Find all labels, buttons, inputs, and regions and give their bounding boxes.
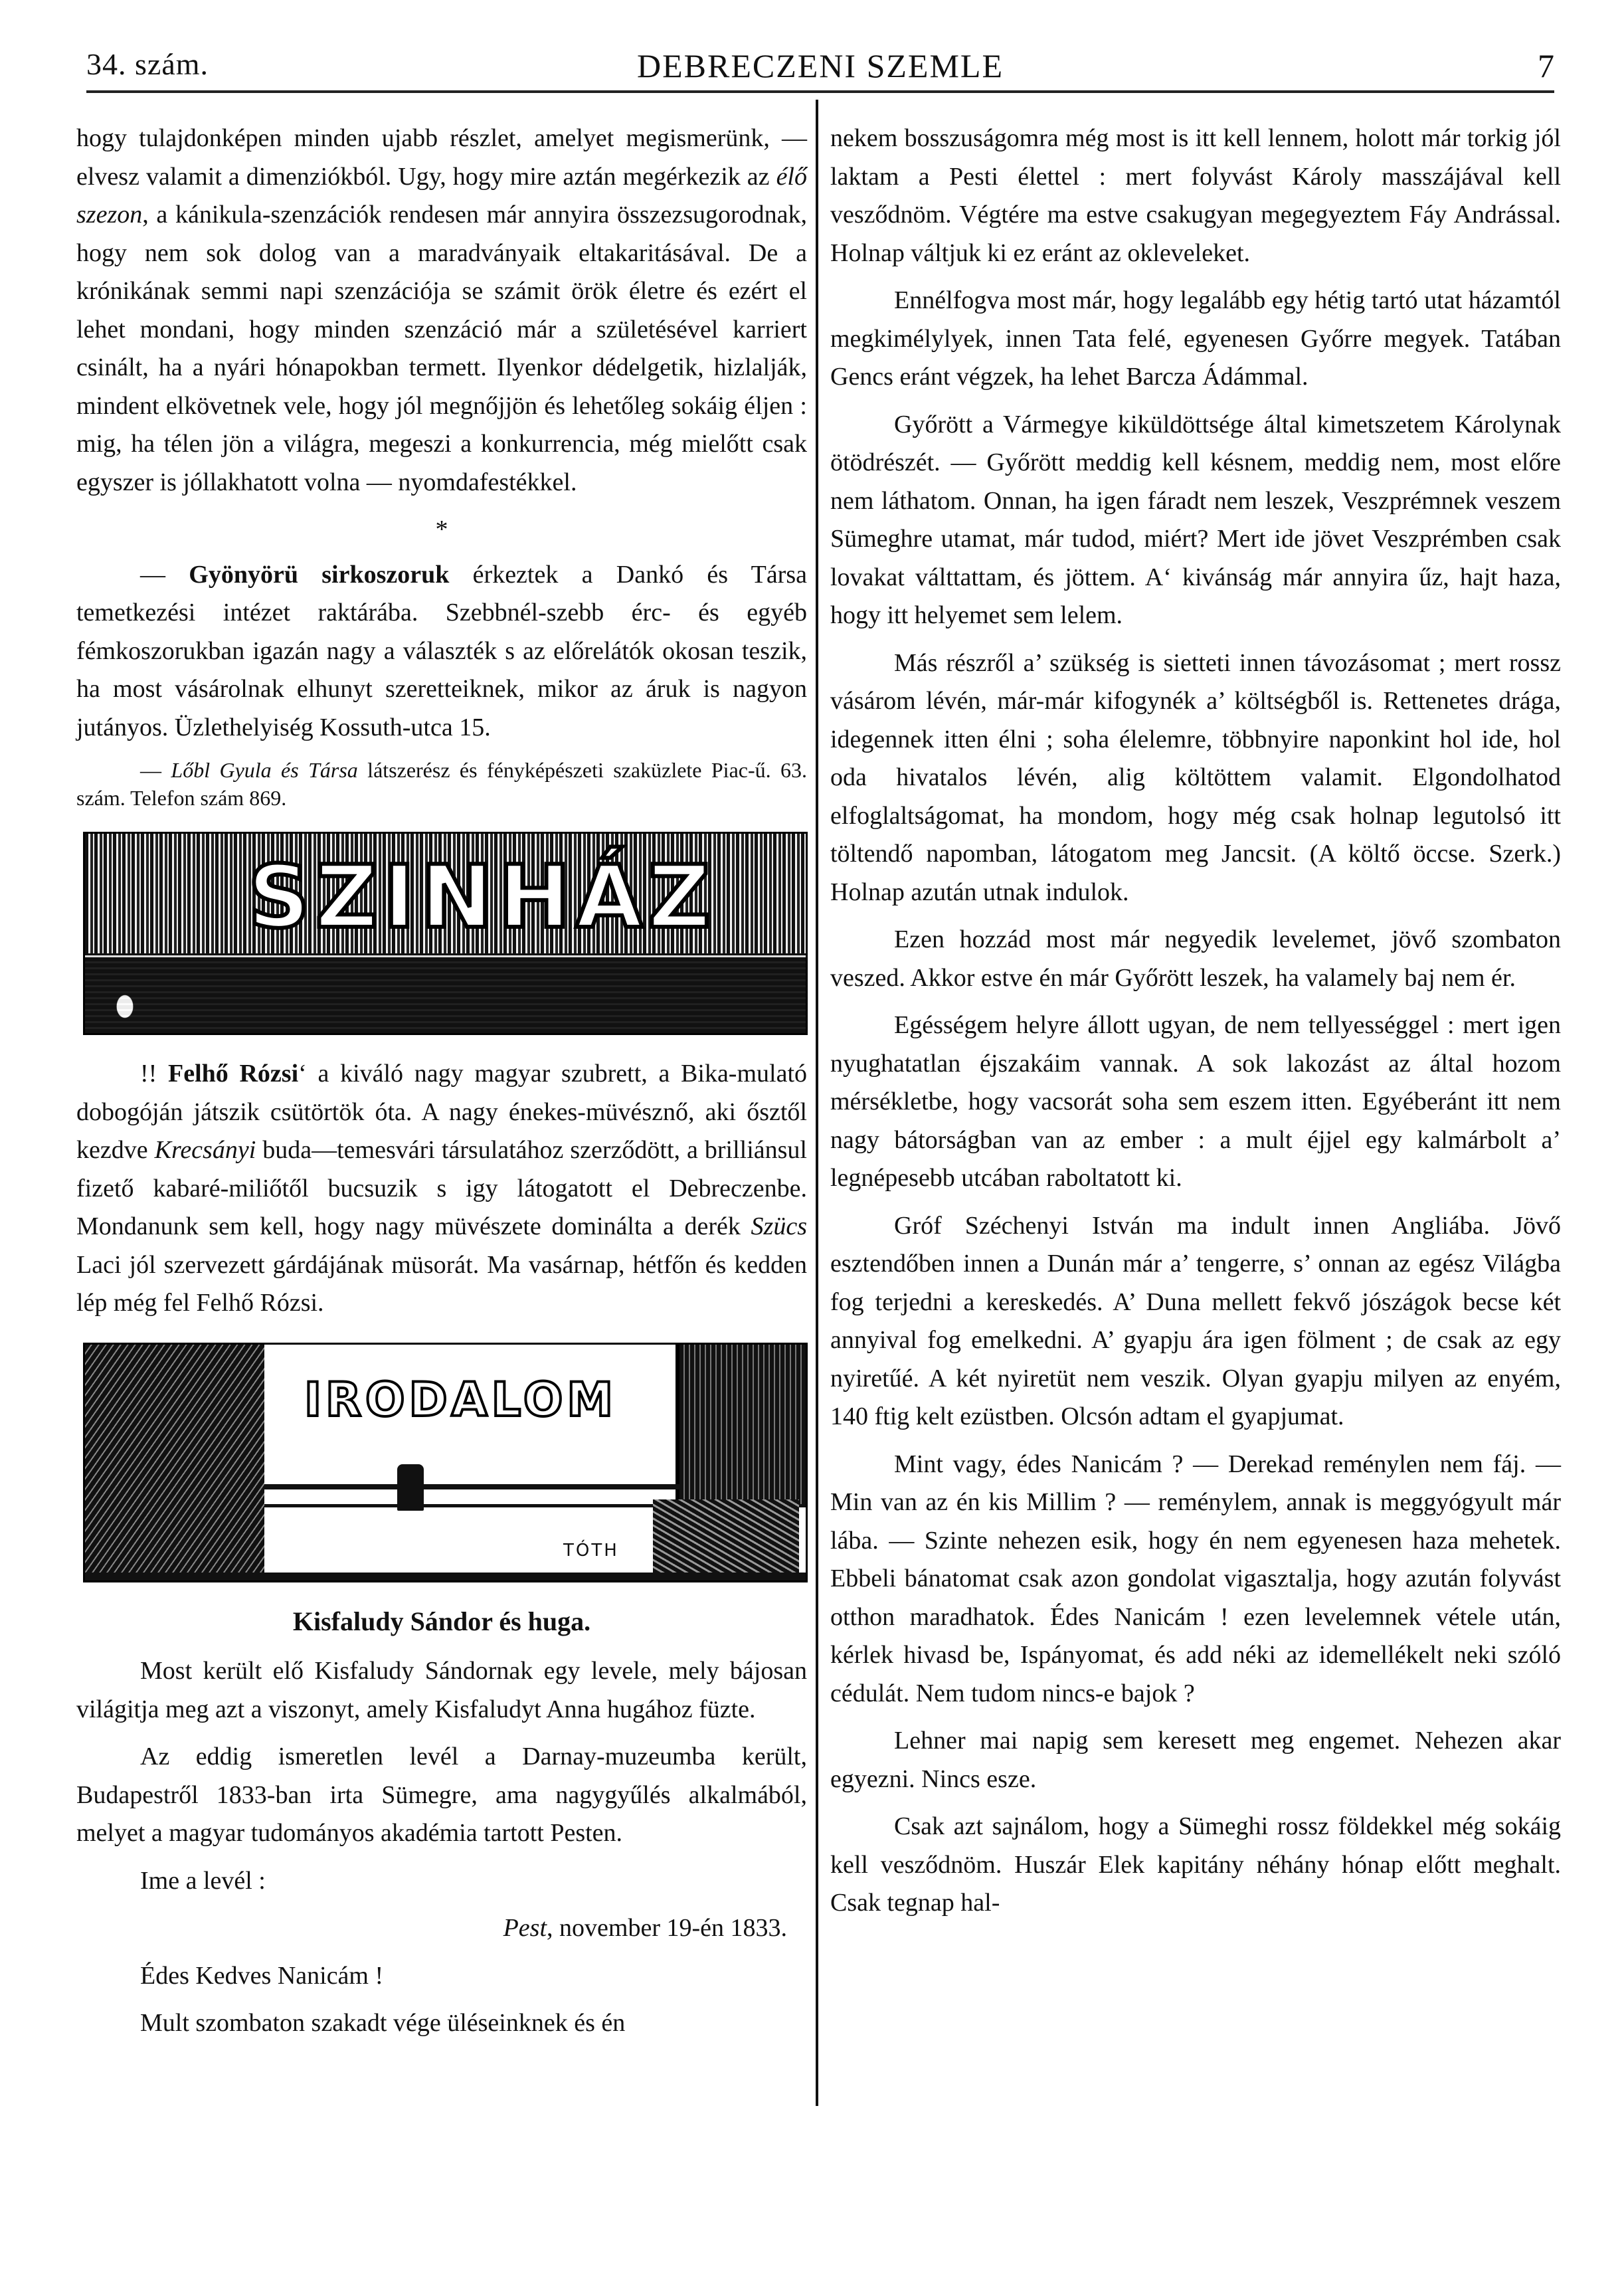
letter-paragraph: Egésségem helyre állott ugyan, de nem tellyességgel : mert igen nyughatatlan éjszakáim vannak. A sok lakozást az által hozom mérsékletbe, hogy vacsorát soha sem eszem itten. Egyéberánt itt nem nagy bátorságban van az ember : a mult éjjel egy kalmárbolt a’ legnépesebb utcában raboltatott ki. — [830, 1011, 1561, 1192]
literature-section-heading: IRODALOM — [304, 1372, 618, 1427]
inkwell — [397, 1464, 424, 1511]
letter-paragraph: Gróf Széchenyi István ma indult innen Angliába. Jövő esztendőben innen a Dunán már a’ tengerre, s’ onnan az egész Világba fog terjedni a kereskedés. A’ Duna mellett fekvő jószágok becse két annyival fog emelkedni. A’ gyapju ára igen fölment ; de csak az egy nyiretűé. A két nyiretüt nem veszik. Olyan gyapju milyen az enyém, 140 ftig kelt ezüstben. Olcsón adtam el gyapjumat. — [830, 1211, 1561, 1430]
letter-paragraph: Csak azt sajnálom, hogy a Sümeghi rossz földekkel még sokáig kell vesződnöm. Huszár Elek kapitány néhány hónap előtt meghalt. Csak tegnap hal- — [830, 1812, 1561, 1917]
advertiser-name: Lőbl Gyula és Társa — [171, 758, 358, 782]
desk-edge — [264, 1484, 679, 1489]
article-title: Kisfaludy Sándor és huga. — [292, 1606, 591, 1636]
performer-name: Felhő Rózsi — [168, 1060, 299, 1088]
article-paragraph: Az eddig ismeretlen levél a Darnay-muzeumba került, Budapestről 1833-ban irta Sümegre, ama nagygyűlés alkalmából, melyet a magyar tudományos akadémia tartott Pesten. — [76, 1743, 807, 1847]
letter-paragraph: nekem bosszuságomra még most is itt kell lennem, holott már torkig jól laktam a Pesti élettel : mert folyvást Károly masszájával kell vesződnöm. Végtére ma estve csakugyan megegyeztem Fáy Andrással. Holnap váltjuk ki ez eránt az okleveleket. — [830, 124, 1561, 267]
page-header — [86, 40, 1554, 93]
notice-headline: Gyönyörü sirkoszoruk — [189, 560, 450, 589]
italic-phrase: élő szezon — [76, 162, 807, 229]
letter-dateline: Pest, november 19-én 1833. — [503, 1914, 787, 1942]
artist-signature: TÓTH — [563, 1541, 619, 1561]
right-column — [830, 120, 1561, 1932]
letter-intro: Ime a levél : — [140, 1866, 266, 1895]
column-divider — [816, 100, 818, 2106]
letter-paragraph: Győrött a Vármegye kiküldöttsége által kimetszetem Károlynak ötödrészét. — Győrött meddig kell késnem, meddig nem, most előre nem láthatom. Onnan, ha igen fáradt nem leszek, Veszprémnek veszem Sümeghre utamat, már tudod, miért? Mert ide jövet Veszprémben csak lovakat válttattam, és jöttem. A‘ kivánság már annyira űz, hajt haza, hogy itt helyemet sem lelem. — [830, 410, 1561, 629]
page-number: 7 — [1538, 47, 1554, 84]
letter-paragraph: Mint vagy, édes Nanicám ? — Derekad reménylen nem fáj. — Min van az én kis Millim ? — reménylem, annak is meggyógyult már lába. — Szinte nehezen esik, hogy én nem egyenesen haza mehetek. Ebbeli bánatomat csak azon gondolat vigasztalja, hogy azután folyvást otthon maradhatok. Édes Nanicám ! ezen levelemnek vétele után, kérlek hivasd be, Ispányomat, és add néki az idemellékelt neki szóló cédulát. Nem tudom nincs-e bajok ? — [830, 1450, 1561, 1707]
left-column — [76, 120, 807, 2052]
letter-paragraph: Ennélfogva most már, hogy legalább egy hétig tartó utat házamtól megkimélylyek, innen Tata felé, egyenesen Győrre megyek. Tatában Gencs eránt végzek, ha lehet Barcza Ádámmal. — [830, 286, 1561, 391]
letter-paragraph: Más részről a’ szükség is sietteti innen távozásomat ; mert rossz vásárom lévén, már-már kifogynék a’ költségből is. Rettenetes drága, idegennek itten élni ; soha élelemre, többnyire naponkint hol ide, hol oda hivatalos lévén, alig költöttem valamit. Elgondolhatod elfoglaltságomat, ha mondom, hogy még csak holnap legutolsó itt töltendő napomban, látogatom meg Jancsit. (A költő öccse. Szerk.) Holnap azután utnak indulok. — [830, 648, 1561, 906]
issue-number: 34. szám. — [86, 47, 209, 81]
article-paragraph: Most került elő Kisfaludy Sándornak egy levele, mely bájosan világitja meg azt a viszonyt, amely Kisfaludyt Anna hugához füzte. — [76, 1657, 807, 1723]
optician-advert: — Lőbl Gyula és Társa látszerész és fényképészeti szaküzlete Piac-ű. 63. szám. Telefon szám 869. — [76, 758, 808, 810]
bookshelf — [676, 1345, 806, 1504]
letter-paragraph: Lehner mai napig sem keresett meg engemet. Nehezen akar egyezni. Nincs esze. — [830, 1727, 1561, 1793]
section-separator: * — [435, 516, 448, 543]
theater-section-heading: SZINHÁZ — [248, 846, 716, 947]
book-pile — [653, 1499, 799, 1573]
wreath-notice: — Gyönyörü sirkoszoruk érkeztek a Dankó és Társa temetkezési intézet raktárába. Szebbnél-szebb érc- és egyéb fémkoszorukban igazán nagy a választék s az előrelátók okosan teszik, ha most vásárolnak elhunyt szeretteiknek, mikor az áruk is nagyon jutányos. Üzlethelyiség Kossuth-utca 15. — [76, 560, 807, 741]
literature-illustration — [83, 1343, 808, 1582]
publication-title: DEBRECZENI SZEMLE — [636, 47, 1004, 84]
theater-illustration — [83, 832, 808, 1035]
letter-paragraph: Mult szombaton szakadt vége üléseinknek és én — [140, 2009, 626, 2037]
performer-notice: !! Felhő Rózsi‘ a kiváló nagy magyar szubrett, a Bika-mulató dobogóján játszik csütörtök óta. A nagy énekes-müvésznő, aki ősztől kezdve Krecsányi buda—temesvári társulatához szerződött, a brilliánsul fizető kabaré-miliőtől bucsuzik s igy látogatott el Debreczenbe. Mondanunk sem kell, hogy nagy müvészete dominálta a derék Szücs Laci jól szervezett gárdájának müsorát. Ma vasárnap, hétfőn és kedden lép még fel Felhő Rózsi. — [76, 1060, 807, 1317]
letter-paragraph: Ezen hozzád most már negyedik levelemet, jövő szombaton veszed. Akkor estve én már Győrött leszek, ha valamely baj nem ér. — [830, 925, 1561, 992]
illustration-base — [85, 1573, 806, 1580]
header-rule — [86, 90, 1554, 93]
letter-salutation: Édes Kedves Nanicám ! — [140, 1961, 384, 1990]
writer-figure — [85, 1345, 264, 1580]
audience-crowd — [85, 960, 806, 1033]
chronicle-paragraph: hogy tulajdonképen minden ujabb részlet, amelyet megismerünk, — elvesz valamit a dimenziókból. Ugy, hogy mire aztán megérkezik az élő szezon, a kánikula-szenzációk rendesen már annyira összezsugorodnak, hogy nem sok dolog van a maradványaik eltakaritásával. De a krónikának semmi napi szenzációja se számit örök életre és ezért el lehet mondani, hogy minden szenzáció már a születésével karriert csinált, ha a nyári hónapokban termett. Ilyenkor dédelgetik, hizlalják, mindent elkövetnek vele, hogy jól megnőjjön és lehetőleg sokáig éljen : mig, ha télen jön a világra, megeszi a konkurrencia, még mielőtt csak egyszer is jóllakhatott volna — nyomdafestékkel. — [76, 124, 807, 496]
